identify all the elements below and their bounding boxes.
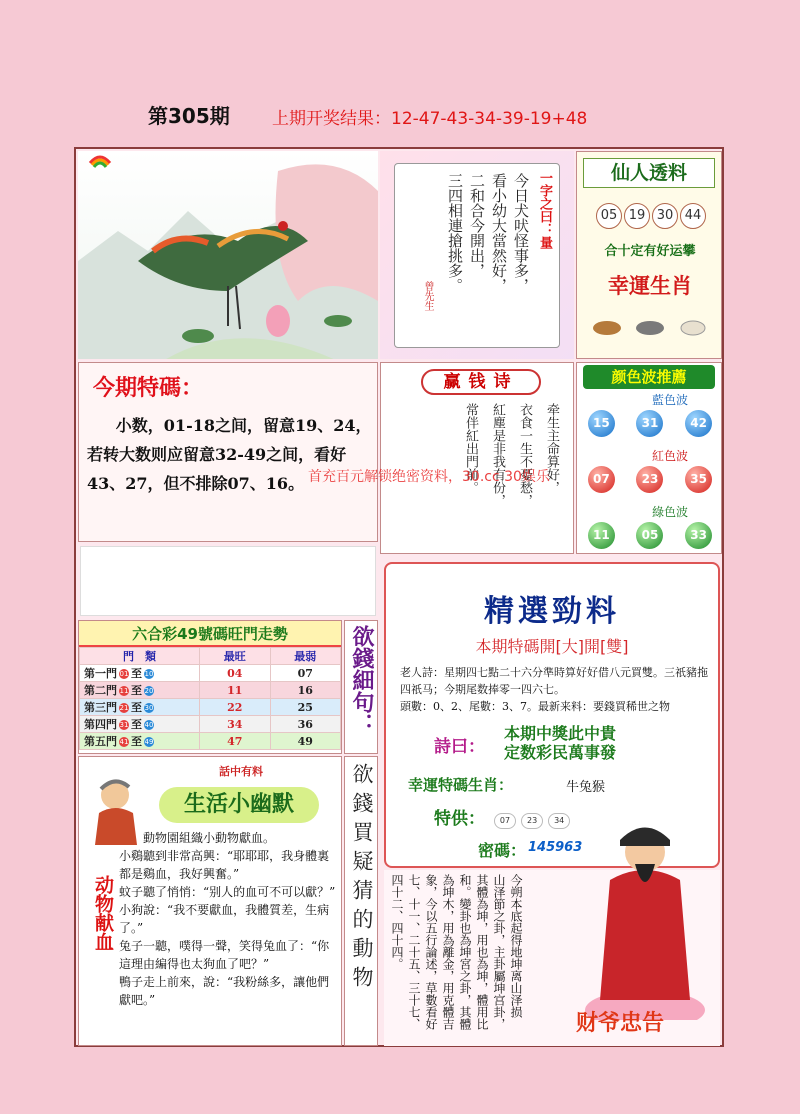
zodiac-animals-icon (585, 312, 715, 342)
xianren-subtitle: 合十定有好运攀 (604, 244, 696, 259)
special-title: 今期特碼： (93, 375, 204, 401)
xianren-title: 仙人透料 (583, 158, 715, 188)
number-ball: 44 (680, 203, 706, 229)
range-start-ball: 11 (119, 687, 129, 695)
range-start-ball: 41 (119, 738, 129, 746)
jingxuan-poem-line: 定数彩民萬事發 (504, 743, 617, 762)
range-separator: 至 (131, 718, 142, 731)
code-value: 145963 (528, 840, 583, 855)
number-ball: 30 (652, 203, 678, 229)
wave-ball: 15 (588, 410, 615, 437)
trend-max: 22 (200, 699, 271, 716)
wave-name: 藍色波 (651, 393, 688, 407)
trend-max: 11 (200, 682, 271, 699)
god-of-wealth-icon (580, 810, 710, 1020)
lucky-value: 牛兔猴 (566, 780, 606, 795)
jingxuan-poem-line: 本期中獎此中貴 (504, 724, 617, 743)
caiye-line: 和。變卦也為坤宮之卦，其體 (458, 874, 472, 1030)
crane-painting (78, 151, 378, 359)
jingxuan-poem (504, 724, 616, 762)
wave-ball: 33 (685, 522, 712, 549)
row-label: 第二門 (84, 684, 117, 697)
poem-line: 牵生主命算好， (544, 403, 559, 494)
wave-ball: 42 (685, 410, 712, 437)
number-ball: 05 (596, 203, 622, 229)
last-result: 上期开奖结果：12-47-43-34-39-19+48 (272, 109, 588, 129)
poem-panel (380, 362, 574, 554)
watermark-text: 首充百元解锁绝密资料，30.cc 30娱乐 (308, 469, 550, 485)
range-start-ball: 31 (119, 721, 129, 729)
column-header: 門 類 (80, 648, 200, 665)
scroll-line: 三四相連搶挑多。 (446, 173, 464, 293)
humor-top-label: 話中有料 (219, 765, 263, 778)
wave-name: 綠色波 (651, 505, 688, 519)
blank-ad-box (80, 546, 376, 616)
caiye-line: 其體為坤，用也為坤，體用比 (475, 874, 489, 1030)
trend-row-label (80, 665, 200, 682)
issue-number: 第305期 (148, 104, 230, 128)
trend-max: 34 (200, 716, 271, 733)
supply-label: 特供： (434, 809, 485, 829)
range-separator: 至 (131, 667, 142, 680)
side-riddle-panel (344, 756, 378, 1046)
humor-text (119, 829, 337, 1009)
humor-line: 動物園組織小動物獻血。 (143, 831, 276, 845)
trend-max: 04 (200, 665, 271, 682)
humor-title: 生活小幽默 (159, 787, 319, 823)
caiye-line: 為坤木，用為離金，用克體吉 (441, 874, 455, 1030)
trend-panel (78, 620, 342, 754)
range-start-ball: 01 (119, 670, 129, 678)
scroll-poem (444, 173, 532, 323)
caiye-line: 山泽節之卦，主卦屬坤宫卦， (492, 874, 506, 1030)
caiye-line: 象，今以五行論述，草數看好 (424, 874, 438, 1030)
jingxuan-line: 老人詩：星期四七點二十六分準時算好好借八元買雙。三祇豬拖四祇马；今期尾数捧零一四六七。 (400, 666, 708, 696)
special-panel (78, 362, 378, 542)
lucky-label: 幸運特碼生肖： (408, 776, 514, 794)
poem-line: 紅塵是非我有份， (490, 403, 505, 507)
column-header: 最弱 (270, 648, 341, 665)
code-label: 密碼： (478, 841, 527, 860)
poem-line: 衣食一生不憂愁， (517, 403, 532, 507)
humor-line: 蚊子聽了悄悄：“别人的血可不可以獻？” (119, 885, 336, 899)
wave-group-blue (577, 391, 723, 437)
range-separator: 至 (131, 684, 142, 697)
wave-ball: 05 (636, 522, 663, 549)
supply-ball: 34 (548, 813, 570, 829)
row-label: 第三門 (84, 701, 117, 714)
scroll-title: 一字之曰：量 (537, 171, 552, 249)
trend-title: 六合彩49號碼旺門走勢 (79, 621, 341, 647)
trend-row (80, 733, 341, 750)
humor-line: 小鷄聽到非常高興：“耶耶耶，我身體裏都是鷄血，我好興奮。” (119, 849, 330, 881)
trend-row (80, 665, 341, 682)
supply-ball: 07 (494, 813, 516, 829)
range-separator: 至 (131, 735, 142, 748)
caiye-title: 财爷忠告 (576, 1010, 665, 1036)
wave-ball: 11 (588, 522, 615, 549)
jingxuan-line: 頭數：0、2、尾數：3、7。最新来料：要錢買稀世之物 (400, 700, 670, 713)
range-end-ball: 30 (144, 704, 154, 712)
caiye-panel (384, 870, 720, 1046)
trend-row-label (80, 699, 200, 716)
trend-min: 36 (270, 716, 341, 733)
row-label: 第一門 (84, 667, 117, 680)
trend-max: 47 (200, 733, 271, 750)
range-end-ball: 10 (144, 670, 154, 678)
xianren-panel (576, 151, 722, 359)
scroll-line: 今日犬吠怪事多， (512, 173, 530, 293)
scroll-line: 二和合今開出， (468, 173, 486, 278)
trend-table (79, 647, 341, 750)
humor-line: 小狗說：“我不要獻血，我體質差，生病了。” (119, 903, 330, 935)
range-end-ball: 40 (144, 721, 154, 729)
trend-row-label (80, 716, 200, 733)
supply-ball: 23 (521, 813, 543, 829)
humor-line: 兔子一聽，噗得一聲，笑得兔血了：“你這理由編得也太狗血了吧？” (119, 939, 330, 971)
lucky-zodiac-title: 幸運生肖 (608, 274, 692, 298)
color-wave-title: 颜色波推薦 (583, 365, 715, 389)
trend-row (80, 699, 341, 716)
humor-line: 鴨子走上前來，說：“我粉絲多，讓他們獻吧。” (119, 975, 330, 1007)
color-wave-panel (576, 362, 722, 554)
caiye-line: 今朔本底起得地坤离山泽损 (509, 874, 523, 1018)
caiye-line: 四十二、四十四。 (390, 874, 404, 970)
poem-title: 赢钱诗 (421, 369, 541, 395)
special-text: 小数，01-18之间，留意19、24，若转大数则应留意32-49之间，看好43、27，但不排除07、16。 (87, 416, 372, 493)
side-slogan: 欲錢細句： (349, 625, 375, 735)
trend-min: 16 (270, 682, 341, 699)
trend-min: 49 (270, 733, 341, 750)
wave-ball: 35 (685, 466, 712, 493)
wave-group-red (577, 447, 723, 493)
side-slogan-panel (344, 620, 378, 754)
wave-ball: 07 (588, 466, 615, 493)
column-header: 最旺 (200, 648, 271, 665)
trend-header (80, 648, 341, 665)
trend-row-label (80, 682, 200, 699)
wave-group-green (577, 503, 723, 549)
range-end-ball: 20 (144, 687, 154, 695)
trend-min: 25 (270, 699, 341, 716)
humor-vertical: 动物献血 (92, 875, 114, 951)
trend-row (80, 682, 341, 699)
row-label: 第四門 (84, 718, 117, 731)
poem-line: 常伴紅出門前。 (463, 403, 478, 494)
side-riddle: 欲錢買疑猜的動物 (350, 763, 374, 995)
caiye-line: 七、十一、二十五、三十七、 (407, 874, 421, 1030)
wave-ball: 31 (636, 410, 663, 437)
scroll-panel (380, 151, 574, 359)
poem-label: 詩曰： (434, 737, 485, 757)
jingxuan-title: 精選勁料 (484, 594, 620, 629)
trend-row (80, 716, 341, 733)
supply-balls (494, 808, 570, 829)
range-separator: 至 (131, 701, 142, 714)
range-start-ball: 21 (119, 704, 129, 712)
xianren-balls (581, 203, 721, 229)
row-label: 第五門 (84, 735, 117, 748)
jingxuan-line1: 本期特碼開[大]開[雙] (475, 637, 629, 656)
range-end-ball: 49 (144, 738, 154, 746)
wave-name: 紅色波 (651, 449, 688, 463)
scroll-signature: 曾先生 (422, 281, 433, 311)
humor-panel (78, 756, 342, 1046)
jingxuan-text (400, 664, 710, 715)
trend-min: 07 (270, 665, 341, 682)
caiye-text (388, 874, 524, 1044)
scroll-line: 看小幼大當然好， (490, 173, 508, 293)
number-ball: 19 (624, 203, 650, 229)
trend-row-label (80, 733, 200, 750)
wave-ball: 23 (636, 466, 663, 493)
